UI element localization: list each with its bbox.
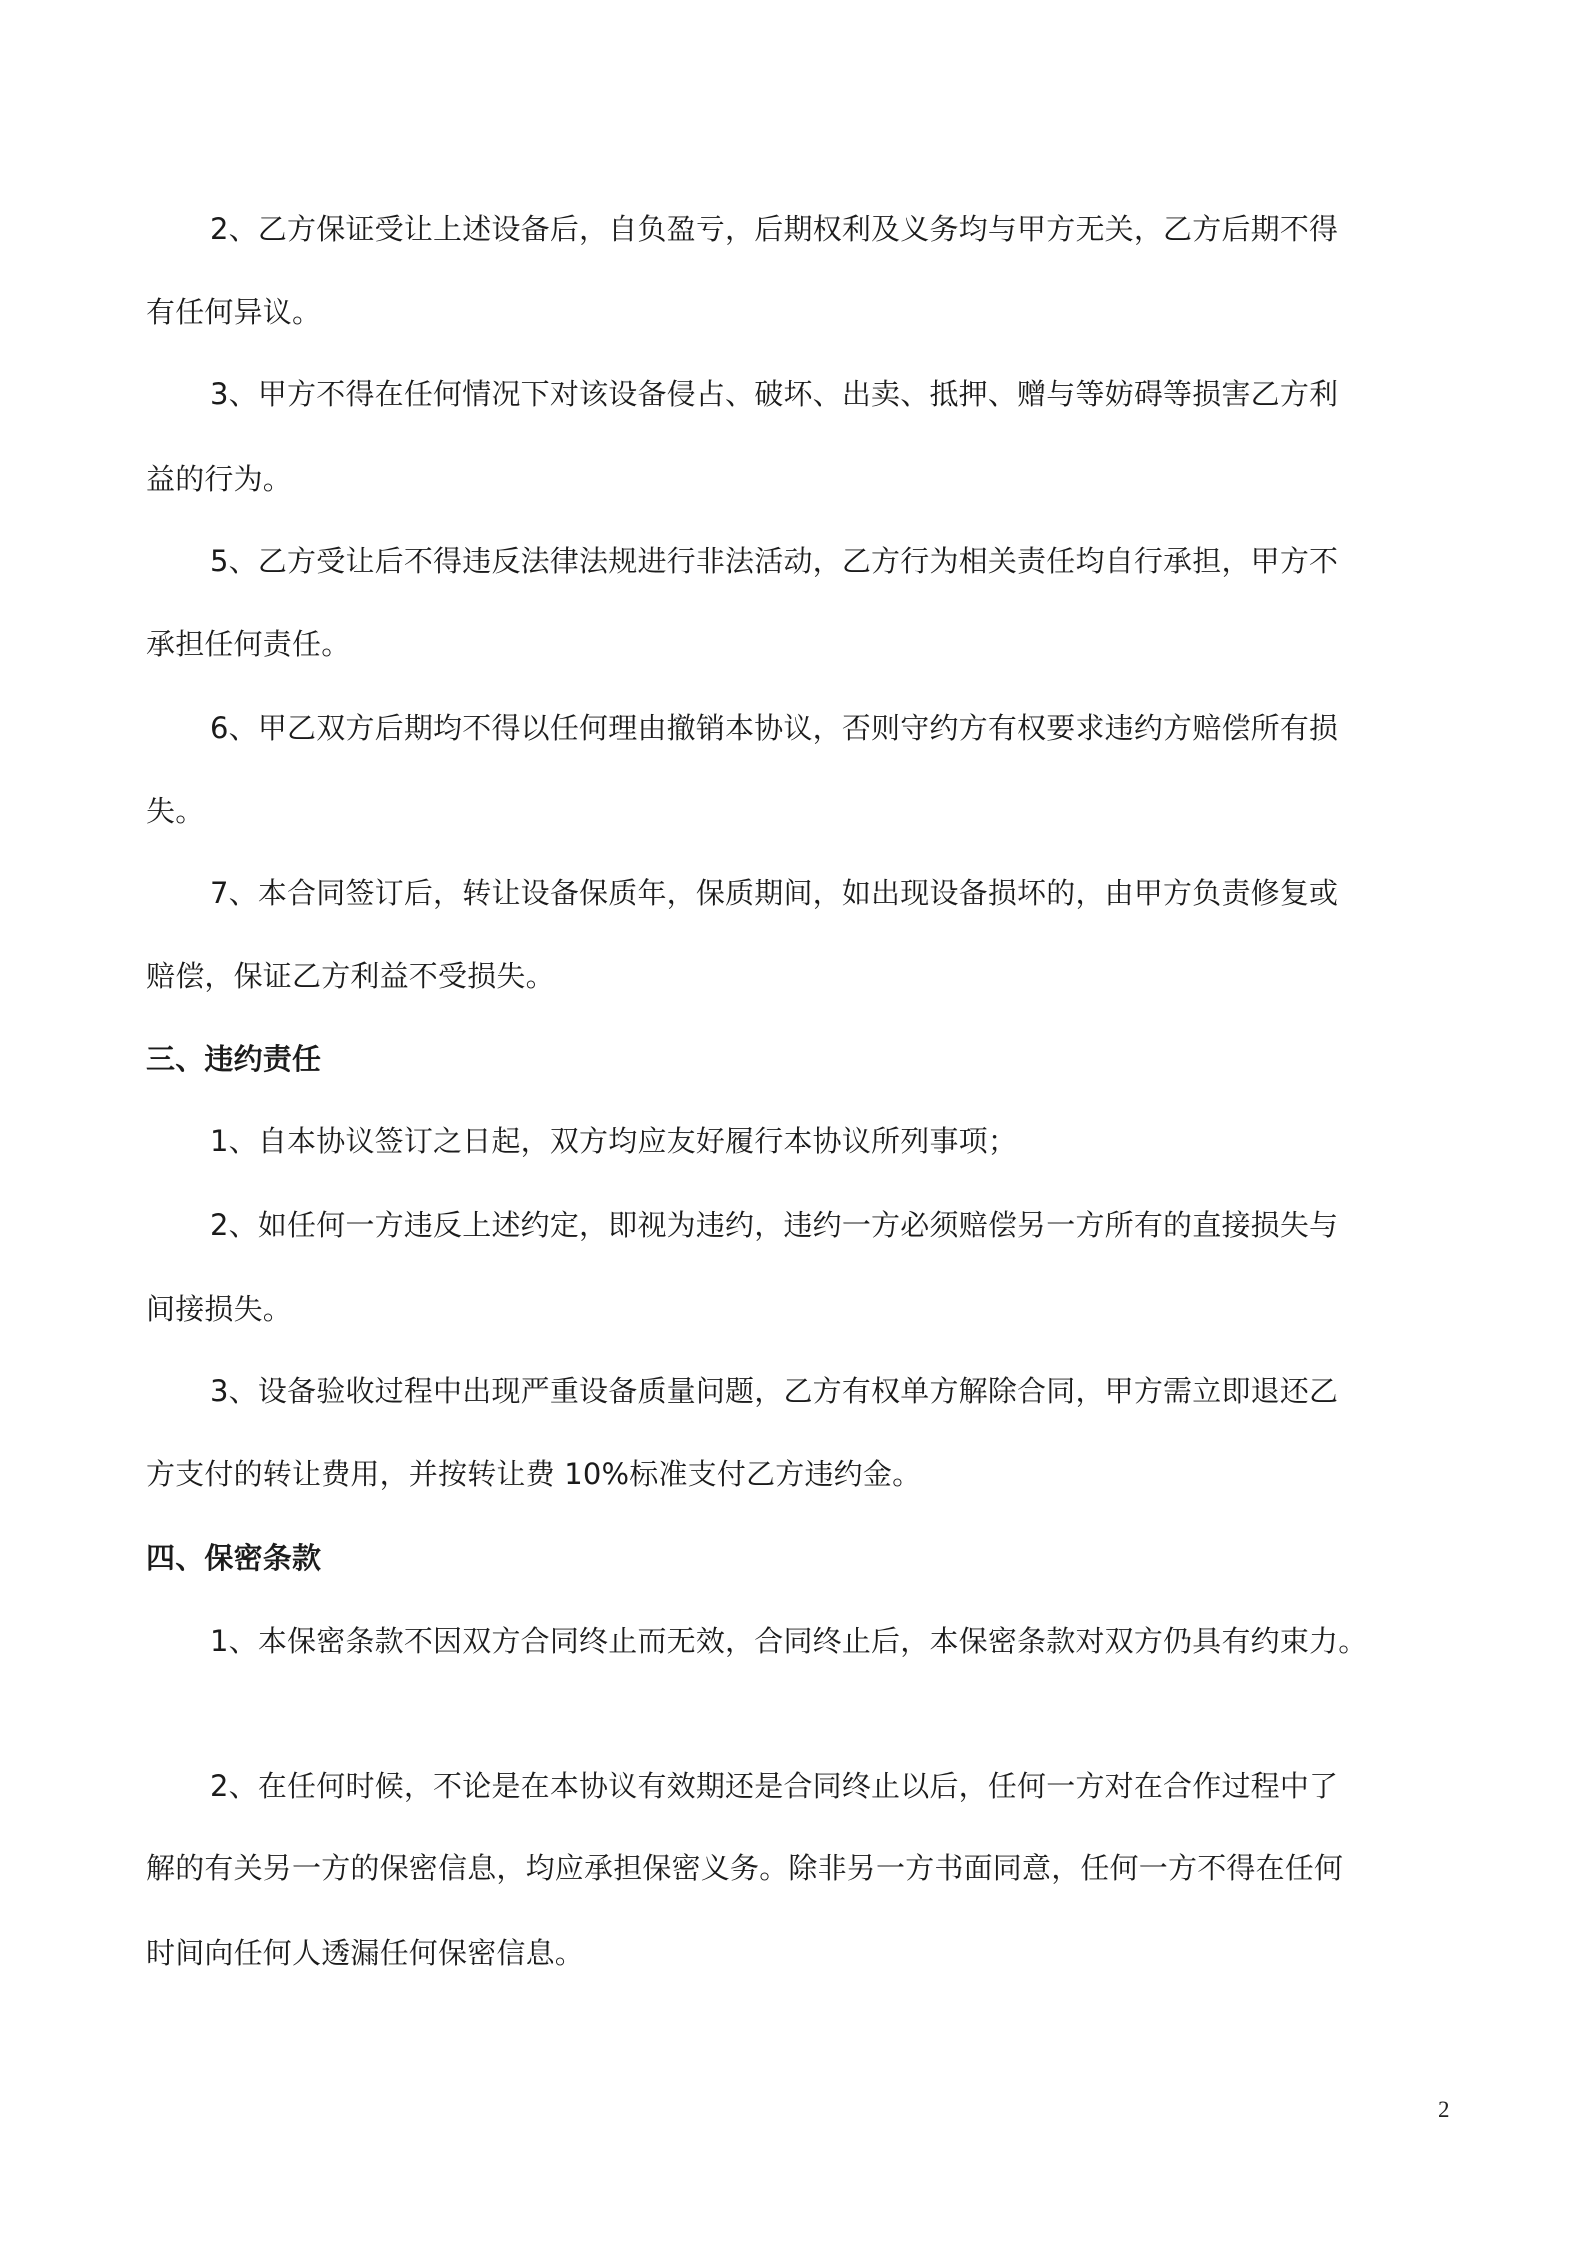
clause-3-line-1: 3、甲方不得在任何情况下对该设备侵占、破坏、出卖、抵押、赠与等妨碍等损害乙方利 (210, 377, 1339, 411)
clause-3-line-2: 益的行为。 (146, 462, 293, 496)
breach-clause-1-line-1: 1、自本协议签订之日起，双方均应友好履行本协议所列事项； (210, 1124, 1018, 1158)
clause-7-line-1: 7、本合同签订后，转让设备保质年，保质期间，如出现设备损坏的，由甲方负责修复或 (210, 876, 1339, 910)
clause-6-line-2: 失。 (146, 794, 205, 828)
section-4-heading: 四、保密条款 (146, 1541, 322, 1575)
confidentiality-clause-1-line-1: 1、本保密条款不因双方合同终止而无效，合同终止后，本保密条款对双方仍具有约束力。 (210, 1624, 1368, 1658)
breach-clause-2-line-2: 间接损失。 (146, 1292, 293, 1326)
clause-2-line-2: 有任何异议。 (146, 295, 322, 329)
breach-clause-3-line-1: 3、设备验收过程中出现严重设备质量问题，乙方有权单方解除合同，甲方需立即退还乙 (210, 1374, 1339, 1408)
clause-6-line-1: 6、甲乙双方后期均不得以任何理由撤销本协议，否则守约方有权要求违约方赔偿所有损 (210, 711, 1339, 745)
confidentiality-clause-2-line-3: 时间向任何人透漏任何保密信息。 (146, 1936, 585, 1970)
section-3-heading: 三、违约责任 (146, 1042, 322, 1076)
clause-5-line-1: 5、乙方受让后不得违反法律法规进行非法活动，乙方行为相关责任均自行承担，甲方不 (210, 544, 1339, 578)
breach-clause-3-line-2: 方支付的转让费用，并按转让费 10%标准支付乙方违约金。 (146, 1457, 922, 1491)
breach-clause-2-line-1: 2、如任何一方违反上述约定，即视为违约，违约一方必须赔偿另一方所有的直接损失与 (210, 1208, 1339, 1242)
page-number: 2 (1438, 2097, 1450, 2122)
clause-5-line-2: 承担任何责任。 (146, 627, 351, 661)
confidentiality-clause-2-line-1: 2、在任何时候，不论是在本协议有效期还是合同终止以后，任何一方对在合作过程中了 (210, 1769, 1339, 1803)
clause-7-line-2: 赔偿，保证乙方利益不受损失。 (146, 959, 555, 993)
confidentiality-clause-2-line-2: 解的有关另一方的保密信息，均应承担保密义务。除非另一方书面同意，任何一方不得在任何 (146, 1851, 1344, 1885)
clause-2-line-1: 2、乙方保证受让上述设备后，自负盈亏，后期权利及义务均与甲方无关，乙方后期不得 (210, 212, 1339, 246)
